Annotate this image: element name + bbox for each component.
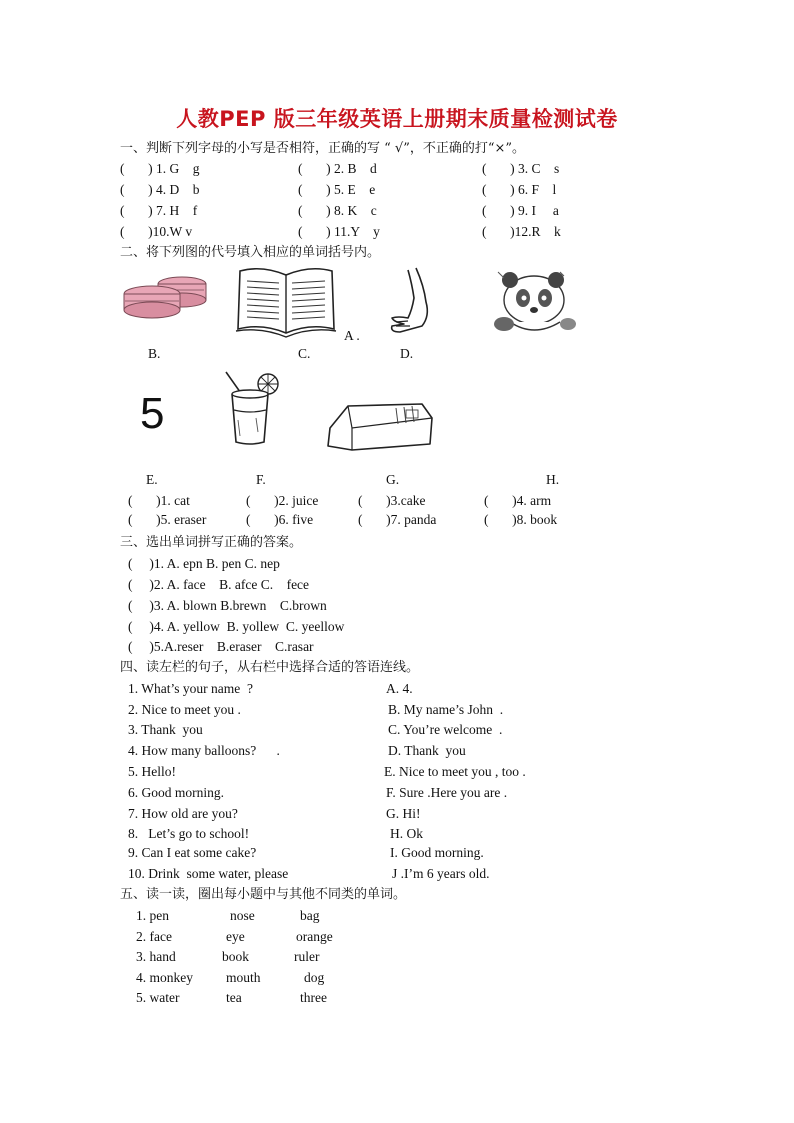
s4-right-item: F. Sure .Here you are . [386, 785, 508, 800]
s4-right-item: I. Good morning. [390, 845, 484, 860]
s1-item: ( ) 9. I a [482, 203, 559, 218]
s1-item: ( ) 1. G g [120, 161, 200, 176]
s4-right-item: H. Ok [390, 826, 423, 841]
s5-word: mouth [226, 970, 261, 985]
s1-item: ( ) 3. C s [482, 161, 560, 176]
s1-item: ( ) 6. F l [482, 182, 557, 197]
s5-word: 5. water [136, 990, 180, 1005]
s4-left-item: 8. Let’s go to school! [128, 826, 250, 841]
section3-heading: 三、选出单词拼写正确的答案。 [120, 535, 303, 550]
picture-label-h: H. [546, 472, 560, 487]
juice-glass-icon [216, 370, 286, 448]
section1-heading: 一、判断下列字母的小写是否相符，正确的写 “ √”，不正确的打“×”。 [120, 141, 526, 156]
s1-item: ( ) 7. H f [120, 203, 198, 218]
s1-item: ( )10.W v [120, 224, 193, 239]
s4-left-item: 7. How old are you? [128, 806, 238, 821]
s3-item: ( )3. A. blown B.brewn C.brown [128, 598, 327, 613]
picture-label-f: F. [256, 472, 266, 487]
s5-word: ruler [294, 949, 320, 964]
s5-word: orange [296, 929, 333, 944]
picture-label-d: D. [400, 346, 414, 361]
s5-word: 4. monkey [136, 970, 193, 985]
s4-left-item: 10. Drink some water, please [128, 866, 289, 881]
s4-right-item: A. 4. [386, 681, 413, 696]
s1-item: ( ) 8. K c [298, 203, 377, 218]
section4-heading: 四、读左栏的句子，从右栏中选择合适的答语连线。 [120, 660, 420, 675]
s4-left-item: 9. Can I eat some cake? [128, 845, 257, 860]
s5-word: 2. face [136, 929, 172, 944]
arm-icon [386, 266, 438, 338]
s5-word: tea [226, 990, 242, 1005]
picture-label-e: E. [146, 472, 158, 487]
picture-label-b: B. [148, 346, 161, 361]
s5-word: eye [226, 929, 245, 944]
s3-item: ( )2. A. face B. afce C. fece [128, 577, 310, 592]
s4-left-item: 2. Nice to meet you . [128, 702, 241, 717]
s4-right-item: G. Hi! [386, 806, 421, 821]
s1-item: ( ) 4. D b [120, 182, 200, 197]
s3-item: ( )1. A. epn B. pen C. nep [128, 556, 280, 571]
s2-item: ( )6. five [246, 512, 314, 527]
s5-word: bag [300, 908, 320, 923]
s4-right-item: C. You’re welcome . [388, 722, 503, 737]
s5-word: 3. hand [136, 949, 176, 964]
cake-icon [120, 270, 212, 320]
s5-word: three [300, 990, 327, 1005]
s5-word: nose [230, 908, 255, 923]
s4-left-item: 1. What’s your name ? [128, 681, 253, 696]
s4-right-item: B. My name’s John . [388, 702, 504, 717]
s5-word: dog [304, 970, 325, 985]
s3-item: ( )5.A.reser B.eraser C.rasar [128, 639, 314, 654]
picture-label-a: A . [344, 328, 360, 343]
page-title: 人教PEP 版三年级英语上册期末质量检测试卷 [176, 107, 618, 131]
s2-item: ( )7. panda [358, 512, 437, 527]
s1-item: ( )12.R k [482, 224, 561, 239]
s4-right-item: D. Thank you [388, 743, 466, 758]
s2-item: ( )8. book [484, 512, 558, 527]
s2-item: ( )1. cat [128, 493, 190, 508]
s2-item: ( )4. arm [484, 493, 552, 508]
s2-item: ( )3.cake [358, 493, 426, 508]
s4-right-item: E. Nice to meet you , too . [384, 764, 526, 779]
s1-item: ( ) 2. B d [298, 161, 377, 176]
section5-heading: 五、读一读，圈出每小题中与其他不同类的单词。 [120, 887, 407, 902]
section2-heading: 二、将下列图的代号填入相应的单词括号内。 [120, 245, 381, 260]
number-five-picture: 5 [140, 389, 165, 438]
s1-item: ( ) 11.Y y [298, 224, 380, 239]
s4-left-item: 6. Good morning. [128, 785, 224, 800]
s2-item: ( )2. juice [246, 493, 319, 508]
panda-icon [490, 268, 580, 338]
picture-label-g: G. [386, 472, 400, 487]
book-icon [234, 265, 338, 339]
s2-item: ( )5. eraser [128, 512, 207, 527]
s4-left-item: 4. How many balloons? . [128, 743, 280, 758]
eraser-icon [322, 398, 438, 454]
s4-right-item: J .I’m 6 years old. [392, 866, 490, 881]
s4-left-item: 3. Thank you [128, 722, 203, 737]
s1-item: ( ) 5. E e [298, 182, 376, 197]
s5-word: 1. pen [136, 908, 169, 923]
picture-label-c: C. [298, 346, 311, 361]
s5-word: book [222, 949, 249, 964]
s4-left-item: 5. Hello! [128, 764, 176, 779]
s3-item: ( )4. A. yellow B. yollew C. yeellow [128, 619, 345, 634]
